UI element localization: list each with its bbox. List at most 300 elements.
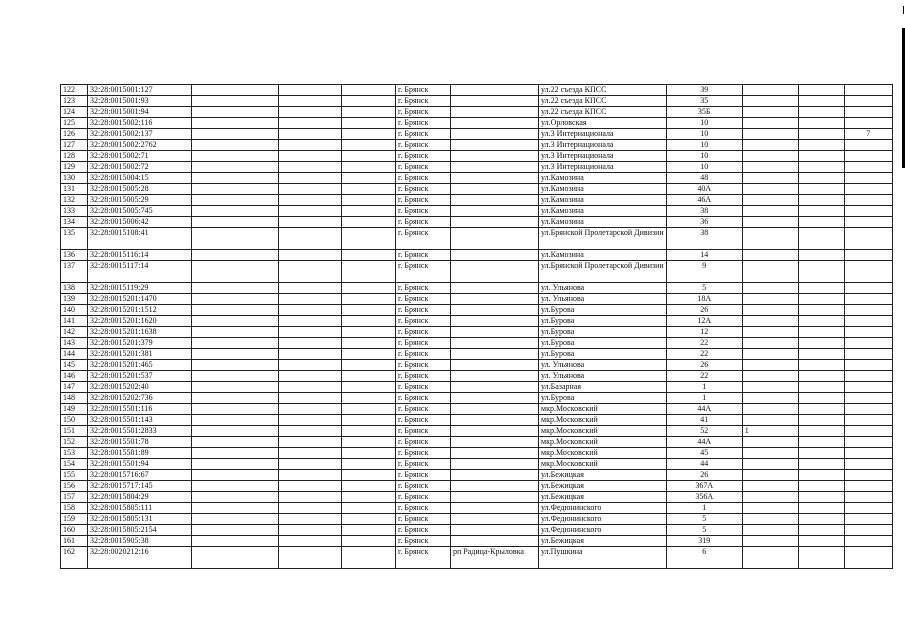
empty-cell [342,360,396,371]
empty-cell [342,426,396,437]
scan-edge-tick [903,6,904,14]
extra-cell [844,470,892,481]
empty-cell [342,140,396,151]
street-cell: мкр.Московский [539,426,667,437]
extra-cell [742,481,798,492]
street-cell: ул.Бежицкая [539,470,667,481]
settlement-cell [451,195,539,206]
settlement-cell [451,250,539,261]
extra-cell [742,349,798,360]
empty-cell [279,448,342,459]
house-number-cell: 38 [666,228,742,250]
empty-cell [279,195,342,206]
house-number-cell: 6 [666,547,742,569]
extra-cell [844,437,892,448]
extra-cell [798,206,844,217]
empty-cell [192,250,279,261]
extra-cell [798,448,844,459]
extra-cell [742,360,798,371]
settlement-cell [451,217,539,228]
extra-cell [798,173,844,184]
extra-cell [742,371,798,382]
house-number-cell: 14 [666,250,742,261]
settlement-cell [451,338,539,349]
extra-cell [844,261,892,283]
extra-cell [844,162,892,173]
settlement-cell [451,184,539,195]
street-cell: ул.Брянской Пролетарской Дивизии [539,261,667,283]
extra-cell [742,437,798,448]
extra-cell [742,316,798,327]
house-number-cell: 9 [666,261,742,283]
table-row [61,492,893,503]
house-number-cell: 26 [666,360,742,371]
settlement-cell [451,525,539,536]
row-number: 124 [61,107,88,118]
house-number-cell: 38 [666,206,742,217]
empty-cell [342,294,396,305]
street-cell: ул. Ульянова [539,360,667,371]
extra-cell [844,294,892,305]
settlement-cell [451,481,539,492]
city-cell: г. Брянск [396,404,451,415]
house-number-cell: 35Б [666,107,742,118]
empty-cell [192,481,279,492]
street-cell: ул.Бурова [539,338,667,349]
empty-cell [192,228,279,250]
street-cell: ул.Пушкина [539,547,667,569]
street-cell: ул.3 Интернационала [539,151,667,162]
extra-cell [798,338,844,349]
empty-cell [279,129,342,140]
cadastral-number: 32:28:0015006:42 [88,217,192,228]
empty-cell [342,437,396,448]
table-row [61,503,893,514]
empty-cell [342,118,396,129]
extra-cell [742,195,798,206]
street-cell: ул.Федюнинского [539,514,667,525]
extra-cell [798,85,844,96]
extra-cell [844,514,892,525]
row-number: 146 [61,371,88,382]
table-row [61,85,893,96]
settlement-cell [451,371,539,382]
cadastral-number: 32:28:0015201:1470 [88,294,192,305]
empty-cell [279,338,342,349]
street-cell: ул.Бежицкая [539,492,667,503]
empty-cell [342,459,396,470]
extra-cell [844,547,892,569]
extra-cell [844,151,892,162]
settlement-cell [451,448,539,459]
cadastral-number: 32:28:0015202:736 [88,393,192,404]
extra-cell [742,338,798,349]
city-cell: г. Брянск [396,481,451,492]
cadastral-number: 32:28:0015805:131 [88,514,192,525]
empty-cell [192,349,279,360]
extra-cell [742,151,798,162]
extra-cell [742,459,798,470]
house-number-cell: 40А [666,184,742,195]
house-number-cell: 52 [666,426,742,437]
city-cell: г. Брянск [396,316,451,327]
house-number-cell: 48 [666,173,742,184]
settlement-cell [451,415,539,426]
row-number: 143 [61,338,88,349]
house-number-cell: 45 [666,448,742,459]
row-number: 138 [61,283,88,294]
cadastral-number: 32:28:0015001:127 [88,85,192,96]
row-number: 130 [61,173,88,184]
city-cell: г. Брянск [396,448,451,459]
empty-cell [192,283,279,294]
empty-cell [192,426,279,437]
registry-rows [61,85,893,569]
empty-cell [279,184,342,195]
extra-cell [844,382,892,393]
settlement-cell [451,228,539,250]
empty-cell [192,448,279,459]
empty-cell [342,261,396,283]
extra-cell [798,437,844,448]
city-cell: г. Брянск [396,470,451,481]
table-row [61,305,893,316]
city-cell: г. Брянск [396,228,451,250]
table-row [61,118,893,129]
cadastral-number: 32:28:0015501:89 [88,448,192,459]
extra-cell [844,305,892,316]
empty-cell [342,107,396,118]
house-number-cell: 44 [666,459,742,470]
extra-cell [742,525,798,536]
cadastral-registry-table [60,84,893,569]
empty-cell [342,415,396,426]
empty-cell [192,173,279,184]
city-cell: г. Брянск [396,393,451,404]
street-cell: ул.Бежицкая [539,536,667,547]
extra-cell [742,283,798,294]
table-row [61,96,893,107]
extra-cell [742,228,798,250]
city-cell: г. Брянск [396,162,451,173]
extra-cell [844,503,892,514]
city-cell: г. Брянск [396,294,451,305]
row-number: 127 [61,140,88,151]
table-row [61,250,893,261]
house-number-cell: 367А [666,481,742,492]
empty-cell [192,327,279,338]
empty-cell [279,261,342,283]
cadastral-number: 32:28:0015117:14 [88,261,192,283]
extra-cell [798,129,844,140]
table-row [61,536,893,547]
empty-cell [192,206,279,217]
row-number: 125 [61,118,88,129]
street-cell: ул.Бурова [539,305,667,316]
settlement-cell [451,492,539,503]
table-row [61,415,893,426]
table-row [61,514,893,525]
street-cell: ул.Камозина [539,217,667,228]
street-cell: мкр.Московский [539,415,667,426]
street-cell: ул. Ульянова [539,294,667,305]
extra-cell [844,140,892,151]
extra-cell [844,393,892,404]
empty-cell [279,503,342,514]
cadastral-number: 32:28:0015501:2833 [88,426,192,437]
street-cell: мкр.Московский [539,448,667,459]
table-row [61,481,893,492]
row-number: 155 [61,470,88,481]
empty-cell [279,525,342,536]
empty-cell [279,492,342,503]
empty-cell [342,228,396,250]
table-row [61,448,893,459]
extra-cell [844,96,892,107]
empty-cell [342,85,396,96]
row-number: 148 [61,393,88,404]
empty-cell [192,140,279,151]
street-cell: ул.Брянской Пролетарской Дивизии [539,228,667,250]
extra-cell [798,305,844,316]
cadastral-number: 32:28:0015002:116 [88,118,192,129]
table-row [61,470,893,481]
empty-cell [279,547,342,569]
city-cell: г. Брянск [396,261,451,283]
house-number-cell: 41 [666,415,742,426]
extra-cell [798,525,844,536]
settlement-cell [451,140,539,151]
city-cell: г. Брянск [396,96,451,107]
extra-cell [844,525,892,536]
row-number: 149 [61,404,88,415]
empty-cell [192,492,279,503]
cadastral-number: 32:28:0015201:537 [88,371,192,382]
settlement-cell [451,316,539,327]
extra-cell [798,349,844,360]
street-cell: ул.Федюнинского [539,525,667,536]
empty-cell [279,327,342,338]
cadastral-number: 32:28:0015202:40 [88,382,192,393]
city-cell: г. Брянск [396,514,451,525]
row-number: 140 [61,305,88,316]
row-number: 137 [61,261,88,283]
extra-cell [844,173,892,184]
empty-cell [192,305,279,316]
house-number-cell: 5 [666,525,742,536]
extra-cell [844,448,892,459]
empty-cell [279,96,342,107]
house-number-cell: 18А [666,294,742,305]
extra-cell [844,118,892,129]
extra-cell [844,217,892,228]
settlement-cell [451,283,539,294]
empty-cell [342,195,396,206]
extra-cell [742,404,798,415]
extra-cell [798,162,844,173]
cadastral-number: 32:28:0015501:94 [88,459,192,470]
cadastral-number: 32:28:0015201:1620 [88,316,192,327]
extra-cell [742,415,798,426]
city-cell: г. Брянск [396,129,451,140]
city-cell: г. Брянск [396,206,451,217]
row-number: 131 [61,184,88,195]
row-number: 133 [61,206,88,217]
extra-cell [844,195,892,206]
house-number-cell: 35 [666,96,742,107]
row-number: 144 [61,349,88,360]
empty-cell [279,393,342,404]
city-cell: г. Брянск [396,107,451,118]
house-number-cell: 12А [666,316,742,327]
extra-cell [844,349,892,360]
extra-cell [742,305,798,316]
extra-cell: 1 [742,426,798,437]
cadastral-number: 32:28:0015116:14 [88,250,192,261]
house-number-cell: 36 [666,217,742,228]
city-cell: г. Брянск [396,173,451,184]
extra-cell [798,360,844,371]
house-number-cell: 319 [666,536,742,547]
table-row [61,151,893,162]
extra-cell [844,481,892,492]
house-number-cell: 10 [666,129,742,140]
house-number-cell: 1 [666,393,742,404]
empty-cell [192,547,279,569]
settlement-cell [451,393,539,404]
row-number: 145 [61,360,88,371]
row-number: 141 [61,316,88,327]
table-row [61,547,893,569]
empty-cell [279,217,342,228]
city-cell: г. Брянск [396,437,451,448]
cadastral-number: 32:28:0015005:745 [88,206,192,217]
row-number: 159 [61,514,88,525]
cadastral-number: 32:28:0015002:71 [88,151,192,162]
settlement-cell [451,85,539,96]
empty-cell [279,415,342,426]
table-row [61,338,893,349]
empty-cell [342,162,396,173]
street-cell: мкр.Московский [539,459,667,470]
house-number-cell: 356А [666,492,742,503]
table-row [61,173,893,184]
empty-cell [342,470,396,481]
house-number-cell: 10 [666,162,742,173]
extra-cell [798,195,844,206]
extra-cell [798,228,844,250]
empty-cell [192,151,279,162]
extra-cell [844,371,892,382]
extra-cell [742,96,798,107]
street-cell: ул.Бурова [539,316,667,327]
cadastral-number: 32:28:0015201:1512 [88,305,192,316]
row-number: 134 [61,217,88,228]
house-number-cell: 1 [666,382,742,393]
empty-cell [342,217,396,228]
empty-cell [279,514,342,525]
empty-cell [342,393,396,404]
empty-cell [192,338,279,349]
extra-cell [844,536,892,547]
extra-cell [844,404,892,415]
house-number-cell: 44А [666,404,742,415]
cadastral-number: 32:28:0015501:143 [88,415,192,426]
cadastral-number: 32:28:0015201:379 [88,338,192,349]
cadastral-number: 32:28:0015805:2154 [88,525,192,536]
empty-cell [342,283,396,294]
empty-cell [279,283,342,294]
street-cell: ул.Камозина [539,184,667,195]
extra-cell [798,96,844,107]
row-number: 154 [61,459,88,470]
extra-cell [798,536,844,547]
extra-cell [798,404,844,415]
house-number-cell: 26 [666,470,742,481]
extra-cell [798,426,844,437]
table-row [61,261,893,283]
city-cell: г. Брянск [396,118,451,129]
row-number: 142 [61,327,88,338]
extra-cell [798,327,844,338]
settlement-cell [451,129,539,140]
empty-cell [342,327,396,338]
extra-cell [742,547,798,569]
empty-cell [192,503,279,514]
empty-cell [192,536,279,547]
extra-cell [844,316,892,327]
extra-cell [844,327,892,338]
cadastral-number: 32:28:0015201:381 [88,349,192,360]
street-cell: ул.Камозина [539,206,667,217]
settlement-cell: рп Радица-Крыловка [451,547,539,569]
empty-cell [192,85,279,96]
row-number: 153 [61,448,88,459]
extra-cell [844,184,892,195]
cadastral-number: 32:28:0015804:29 [88,492,192,503]
empty-cell [279,371,342,382]
empty-cell [279,481,342,492]
cadastral-number: 32:28:0015501:116 [88,404,192,415]
settlement-cell [451,459,539,470]
empty-cell [279,85,342,96]
settlement-cell [451,173,539,184]
row-number: 139 [61,294,88,305]
empty-cell [192,261,279,283]
extra-cell [742,470,798,481]
row-number: 161 [61,536,88,547]
empty-cell [279,140,342,151]
cadastral-number: 32:28:0015805:111 [88,503,192,514]
empty-cell [279,173,342,184]
extra-cell [844,107,892,118]
cadastral-number: 32:28:0015002:137 [88,129,192,140]
empty-cell [342,316,396,327]
empty-cell [192,437,279,448]
street-cell: ул. Ульянова [539,283,667,294]
house-number-cell: 10 [666,140,742,151]
city-cell: г. Брянск [396,426,451,437]
extra-cell: 7 [844,129,892,140]
settlement-cell [451,404,539,415]
cadastral-number: 32:28:0015004:15 [88,173,192,184]
street-cell: мкр.Московский [539,437,667,448]
extra-cell [798,393,844,404]
settlement-cell [451,118,539,129]
empty-cell [192,382,279,393]
extra-cell [798,459,844,470]
empty-cell [342,371,396,382]
